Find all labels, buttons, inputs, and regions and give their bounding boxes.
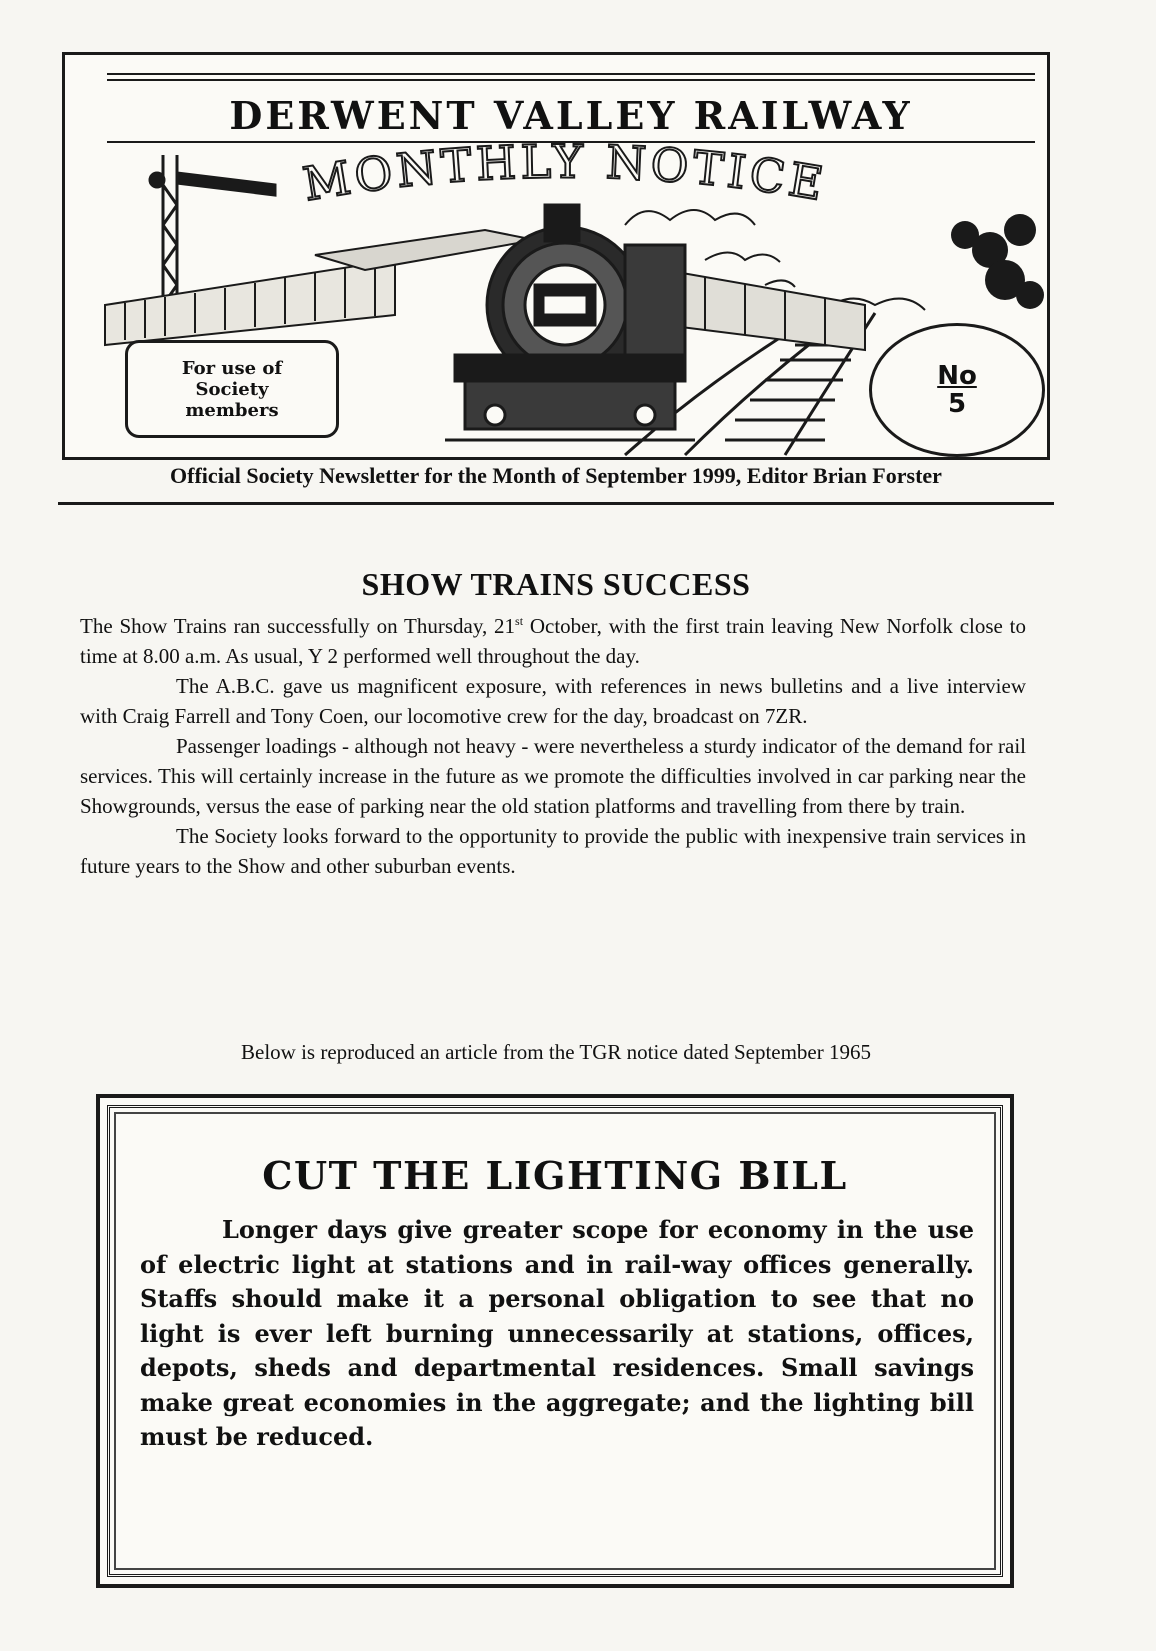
article-paragraph-1 xyxy=(80,606,1026,671)
issue-number-badge xyxy=(869,323,1045,457)
svg-text:MONTHLY NOTICE xyxy=(299,134,830,211)
article-body xyxy=(80,606,1026,881)
masthead-subtitle: MONTHLY NOTICE xyxy=(299,134,831,212)
article-paragraph-2: The A.B.C. gave us magnificent exposure, with references in news bulletins and a live interview with Craig Farrell and Tony Coen, our locomotive crew for the day, broadcast on 7ZR. xyxy=(80,674,1026,728)
subline-rule xyxy=(58,502,1054,505)
tgr-notice-box xyxy=(96,1094,1014,1588)
members-badge xyxy=(125,340,339,438)
members-line-1: For use of xyxy=(181,357,283,379)
tgr-notice-inner xyxy=(107,1105,1003,1577)
p1-text-a: The Show Trains ran successfully on Thursday, 21 xyxy=(80,614,516,638)
tgr-body: Longer days give greater scope for economy in the use of electric light at stations and in rail-way offices generally. Staffs should make it a personal obligation to see that no light is ever left burning unnecessarily at stations, offices, depots, sheds and departmental residences. Small savings make great economies in the aggregate; and the lighting bill must be reduced. xyxy=(140,1215,974,1451)
members-line-2: Society xyxy=(195,378,269,400)
members-line-3: members xyxy=(185,399,279,421)
article-paragraph-3: Passenger loadings - although not heavy - were nevertheless a sturdy indicator of the demand for rail services. This will certainly increase in the future as we promote the difficulties involved in car parking near the Showgrounds, versus the ease of parking near the old station platforms and travelling from there by train. xyxy=(80,734,1026,818)
issue-label: No xyxy=(937,361,977,391)
issue-number: 5 xyxy=(947,389,967,419)
article-title: SHOW TRAINS SUCCESS xyxy=(361,566,751,602)
newsletter-subline: Official Society Newsletter for the Month of September 1999, Editor Brian Forster xyxy=(170,463,942,488)
masthead xyxy=(62,52,1050,460)
article-paragraph-4: The Society looks forward to the opportunity to provide the public with inexpensive train services in future years to the Show and other suburban events. xyxy=(80,824,1026,878)
masthead-title: DERWENT VALLEY RAILWAY xyxy=(229,93,913,138)
p1-text-b: October, with the first train leaving New Norfolk close to time at 8.00 a.m. As usual, Y 2 performed well throughout the day. xyxy=(80,614,1026,668)
tgr-title: CUT THE LIGHTING BILL xyxy=(262,1153,848,1198)
reproduced-note: Below is reproduced an article from the TGR notice dated September 1965 xyxy=(241,1040,871,1064)
p1-ordinal: st xyxy=(515,614,524,628)
